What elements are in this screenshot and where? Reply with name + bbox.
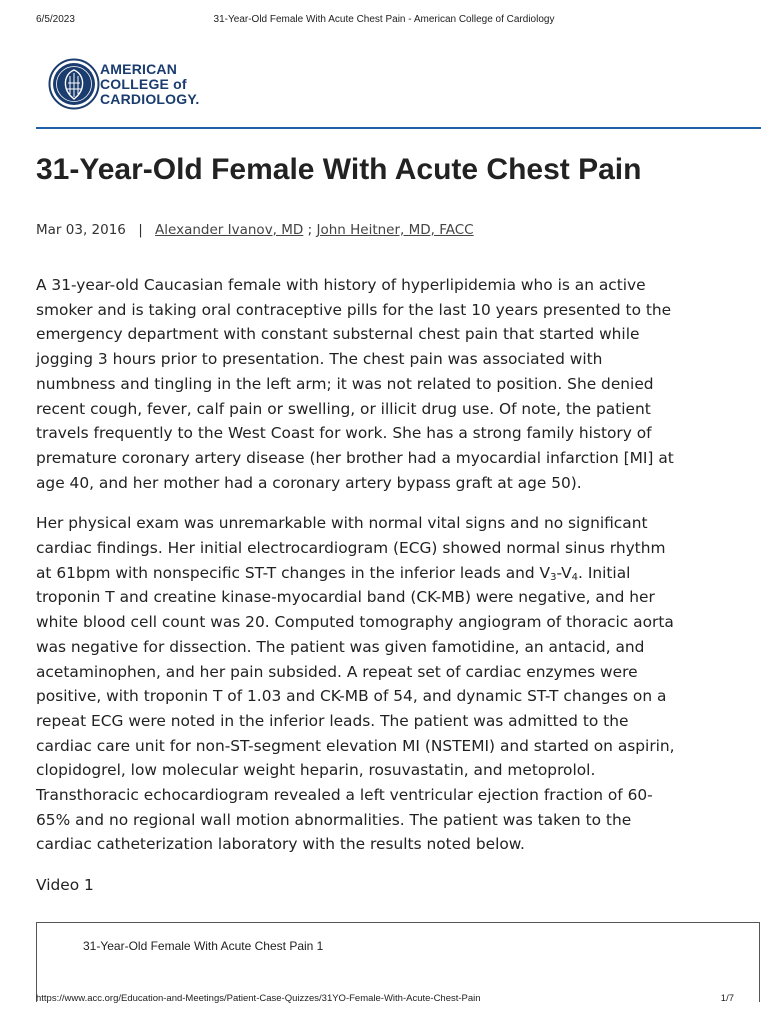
paragraph-line: cardiac findings. Her initial electrocardiogram (ECG) showed normal sinus rhythm xyxy=(36,539,666,558)
print-footer xyxy=(0,993,768,1007)
lead-subscript-3: 3 xyxy=(550,571,557,583)
logo-line-college: COLLEGE of xyxy=(100,76,187,92)
lead-subscript-4: 4 xyxy=(571,571,579,583)
acc-seal-icon xyxy=(48,58,100,110)
article-meta xyxy=(36,220,474,240)
paragraph-line: numbness and tingling in the left arm; it was not related to position. She denied xyxy=(36,374,654,393)
paragraph-line: 65% and no regional wall motion abnormalities. The patient was taken to the xyxy=(36,810,632,829)
author-link-ivanov[interactable]: Alexander Ivanov, MD xyxy=(155,222,304,238)
paragraph-line: Transthoracic echocardiogram revealed a left ventricular ejection fraction of 60- xyxy=(36,786,653,805)
paragraph-line: acetaminophen, and her pain subsided. A repeat set of cardiac enzymes were xyxy=(36,662,638,681)
author-separator: ; xyxy=(307,222,313,238)
paragraph-line: Her physical exam was unremarkable with normal vital signs and no significant xyxy=(36,514,648,533)
acc-wordmark xyxy=(100,62,199,107)
leads-dash: -V xyxy=(556,563,572,582)
paragraph-line: was negative for dissection. The patient was given famotidine, an antacid, and xyxy=(36,637,645,656)
logo-line-american: AMERICAN xyxy=(100,61,178,77)
paragraph-line: emergency department with constant substernal chest pain that started while xyxy=(36,325,640,344)
print-date: 6/5/2023 xyxy=(36,14,75,25)
article-title: 31-Year-Old Female With Acute Chest Pain xyxy=(36,153,642,186)
page-count: 1/7 xyxy=(720,993,734,1004)
author-link-heitner[interactable]: John Heitner, MD, FACC xyxy=(316,222,474,238)
paragraph-line: premature coronary artery disease (her brother had a myocardial infarction [MI] at xyxy=(36,448,674,467)
paragraph-line: positive, with troponin T of 1.03 and CK-MB of 54, and dynamic ST-T changes on a xyxy=(36,687,667,706)
paragraph-line: cardiac care unit for non-ST-segment elevation MI (NSTEMI) and started on aspirin, xyxy=(36,736,675,755)
page-url: https://www.acc.org/Education-and-Meetings/Patient-Case-Quizzes/31YO-Female-With-Acute-Chest-Pain xyxy=(36,993,481,1004)
leads-text: at 61bpm with nonspecific ST-T changes in the inferior leads and V xyxy=(36,563,551,582)
paragraph-line: white blood cell count was 20. Computed tomography angiogram of thoracic aorta xyxy=(36,613,674,632)
case-history-paragraph xyxy=(36,273,760,495)
paragraph-line: cardiac catheterization laboratory with the results noted below. xyxy=(36,835,525,854)
article-body xyxy=(36,273,760,898)
paragraph-line: smoker and is taking oral contraceptive pills for the last 10 years presented to the xyxy=(36,300,672,319)
paragraph-line: troponin T and creatine kinase-myocardial band (CK-MB) were negative, and her xyxy=(36,588,655,607)
logo-line-cardiology: CARDIOLOGY. xyxy=(100,91,200,107)
paragraph-line: A 31-year-old Caucasian female with history of hyperlipidemia who is an active xyxy=(36,276,646,294)
print-header xyxy=(0,14,768,28)
paragraph-line: jogging 3 hours prior to presentation. The chest pain was associated with xyxy=(36,350,603,369)
article-date: Mar 03, 2016 xyxy=(36,222,126,238)
video-title[interactable]: 31-Year-Old Female With Acute Chest Pain 1 xyxy=(83,939,324,953)
paragraph-line: age 40, and her mother had a coronary artery bypass graft at age 50). xyxy=(36,473,582,492)
video-player[interactable] xyxy=(36,922,760,1002)
paragraph-line: repeat ECG were noted in the inferior leads. The patient was admitted to the xyxy=(36,711,629,730)
paragraph-line: recent cough, fever, calf pain or swelling, or illicit drug use. Of note, the patient xyxy=(36,399,651,418)
leads-tail: . Initial xyxy=(578,563,631,582)
header-divider xyxy=(36,127,761,129)
paragraph-line: travels frequently to the West Coast for work. She has a strong family history of xyxy=(36,424,652,443)
meta-separator: | xyxy=(138,222,143,238)
print-page-title: 31-Year-Old Female With Acute Chest Pain - American College of Cardiology xyxy=(213,14,555,25)
paragraph-line-leads xyxy=(36,561,760,586)
exam-findings-paragraph xyxy=(36,511,760,857)
acc-logo[interactable] xyxy=(48,58,288,114)
paragraph-line: clopidogrel, low molecular weight heparin, rosuvastatin, and metoprolol. xyxy=(36,761,596,780)
video-label: Video 1 xyxy=(36,876,94,895)
